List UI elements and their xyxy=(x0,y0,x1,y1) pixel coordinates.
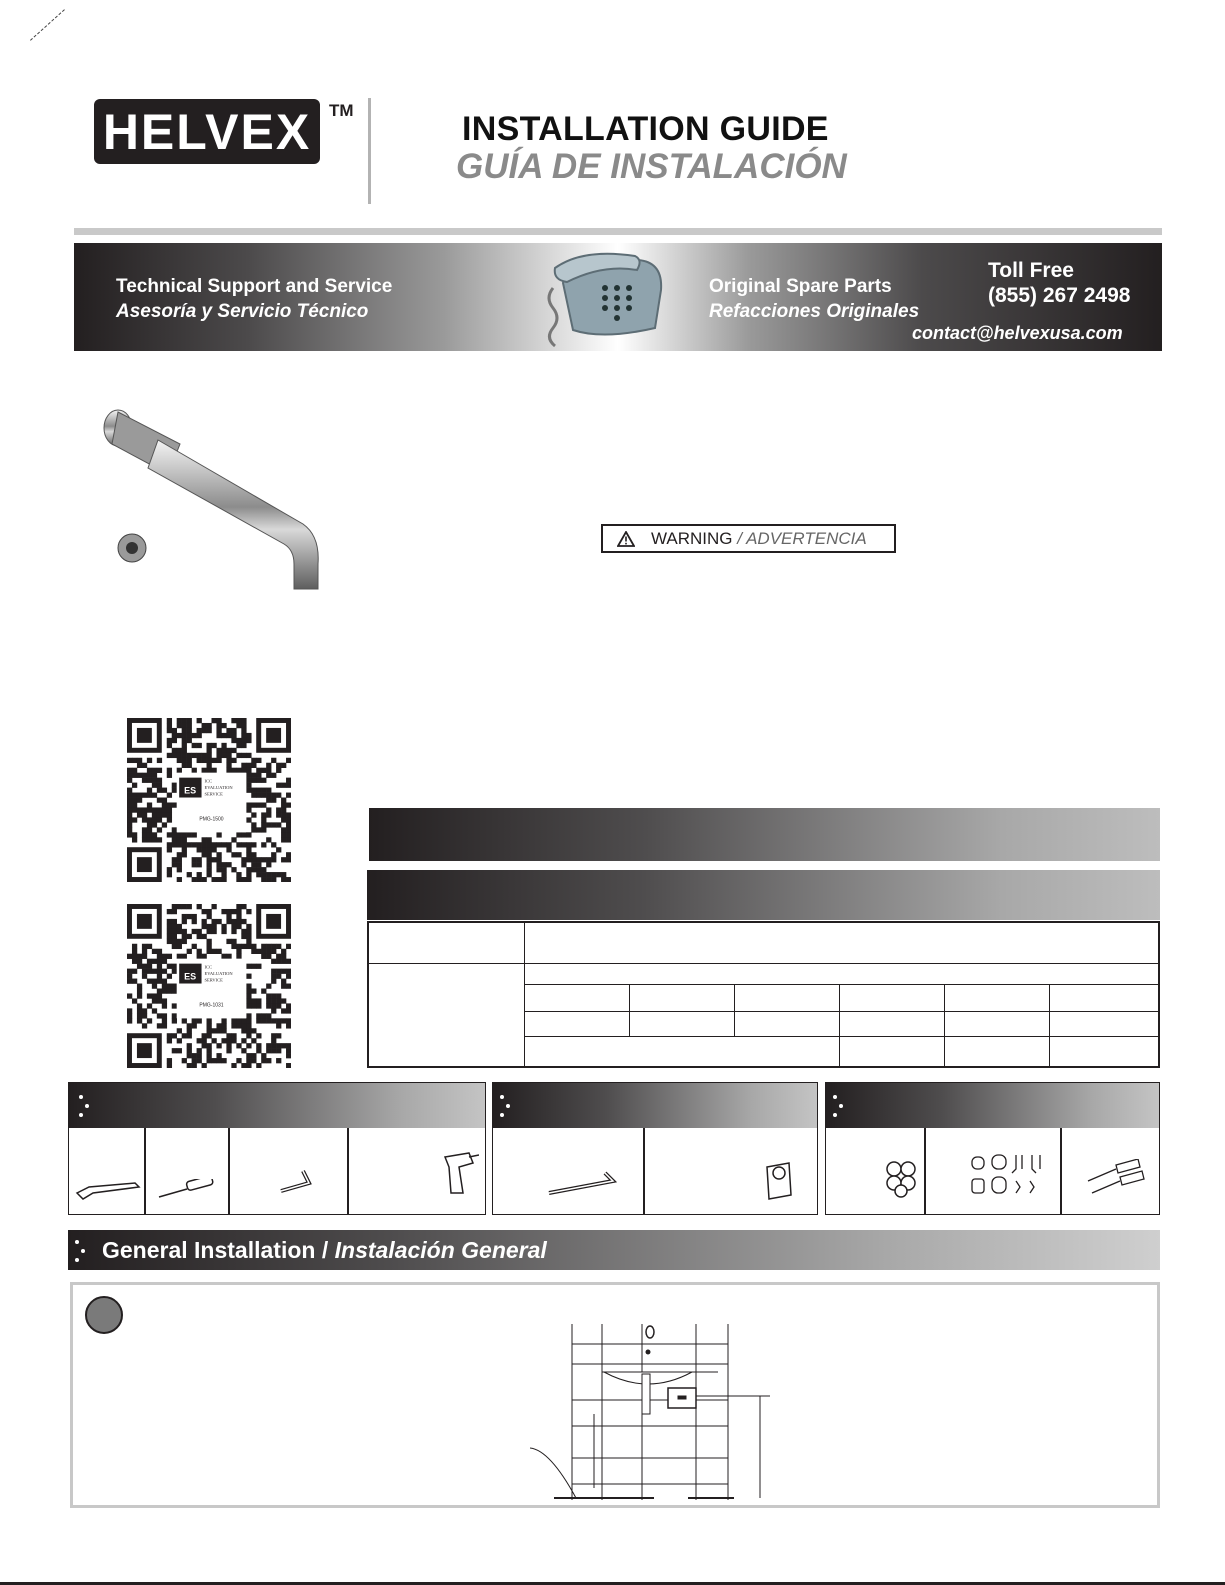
table-cell xyxy=(524,922,1159,964)
faucet-image xyxy=(98,404,328,594)
table-cell xyxy=(524,1011,630,1037)
warning-label xyxy=(601,524,896,553)
table-cell xyxy=(524,963,1159,985)
dots-icon xyxy=(832,1093,846,1123)
drill-icon xyxy=(439,1149,479,1197)
qr-badge-caption: ICC xyxy=(204,778,213,784)
warning-icon xyxy=(617,531,635,547)
materials-box xyxy=(825,1082,1160,1215)
table-cell xyxy=(944,1036,1050,1067)
section-title-en: General Installation xyxy=(102,1237,316,1263)
header-divider xyxy=(368,98,371,204)
warning-text-es: / ADVERTENCIA xyxy=(737,528,867,548)
specifications-table xyxy=(367,921,1160,1068)
qr-badge-caption: EVALUATION xyxy=(204,971,233,977)
toll-free-label: Toll Free xyxy=(988,259,1074,282)
table-cell xyxy=(368,922,525,964)
table-cell xyxy=(629,984,735,1012)
qr-badge-text: ES xyxy=(184,971,197,982)
support-title-en: Technical Support and Service xyxy=(116,276,393,297)
title-spanish: GUÍA DE INSTALACIÓN xyxy=(456,147,847,186)
long-hex-key-icon xyxy=(547,1171,623,1197)
materials-header xyxy=(826,1083,1159,1128)
table-cell xyxy=(944,984,1050,1012)
table-cell xyxy=(944,1011,1050,1037)
qr-badge-caption: ICC xyxy=(204,964,213,970)
spare-parts-en: Original Spare Parts xyxy=(709,276,892,297)
table-cell xyxy=(734,984,840,1012)
qr-badge-text: ES xyxy=(184,785,197,796)
table-cell xyxy=(524,984,630,1012)
specifications-header-bar xyxy=(369,808,1160,861)
table-cell xyxy=(839,1036,945,1067)
tools-header-2 xyxy=(493,1083,817,1128)
tape-rolls-icon xyxy=(884,1159,920,1199)
crop-mark xyxy=(30,9,65,41)
qr-badge-caption: SERVICE xyxy=(204,977,223,983)
qr-code-pmg-1031[interactable] xyxy=(127,904,291,1068)
tools-box-2 xyxy=(492,1082,818,1215)
table-cell xyxy=(1049,1011,1159,1037)
qr-code-label: PMG-1031 xyxy=(199,1002,224,1009)
table-cell xyxy=(839,1011,945,1037)
title-english: INSTALLATION GUIDE xyxy=(462,110,829,148)
toll-free-number[interactable]: (855) 267 2498 xyxy=(988,284,1131,307)
table-cell xyxy=(1049,984,1159,1012)
table-cell xyxy=(1049,1036,1159,1067)
table-cell xyxy=(524,1036,840,1067)
dots-icon xyxy=(499,1093,513,1123)
warning-text-en: WARNING xyxy=(651,528,733,548)
socket-tool-icon xyxy=(763,1161,795,1203)
helvex-logo: HELVEX xyxy=(94,99,320,164)
screw-anchors-icon xyxy=(1086,1159,1146,1199)
step-number-circle xyxy=(85,1296,123,1334)
tools-box xyxy=(68,1082,486,1215)
dots-icon xyxy=(74,1238,88,1264)
support-title-es: Asesoría y Servicio Técnico xyxy=(116,301,369,322)
qr-code-pmg-1500[interactable] xyxy=(127,718,291,882)
qr-code-label: PMG-1500 xyxy=(199,816,224,823)
installation-diagram xyxy=(530,1322,790,1502)
dots-icon xyxy=(78,1093,92,1123)
table-cell xyxy=(629,1011,735,1037)
allen-key-icon xyxy=(279,1167,319,1197)
table-cell xyxy=(839,984,945,1012)
table-header-bar xyxy=(367,870,1160,920)
header-rule xyxy=(74,228,1162,235)
qr-badge-caption: EVALUATION xyxy=(204,785,233,791)
trademark-symbol: TM xyxy=(329,101,354,120)
section-title: General Installation / Instalación General xyxy=(102,1237,547,1263)
qr-badge-caption: SERVICE xyxy=(204,791,223,797)
wrench-icon xyxy=(75,1179,141,1201)
spare-parts-es: Refacciones Originales xyxy=(709,301,920,322)
section-title-es: Instalación General xyxy=(334,1237,547,1263)
screwdriver-icon xyxy=(157,1179,217,1201)
fittings-icon xyxy=(970,1151,1056,1201)
contact-email[interactable]: contact@helvexusa.com xyxy=(912,323,1123,343)
table-cell xyxy=(368,963,525,1067)
table-cell xyxy=(734,1011,840,1037)
telephone-icon xyxy=(543,248,673,348)
tools-header xyxy=(69,1083,485,1128)
